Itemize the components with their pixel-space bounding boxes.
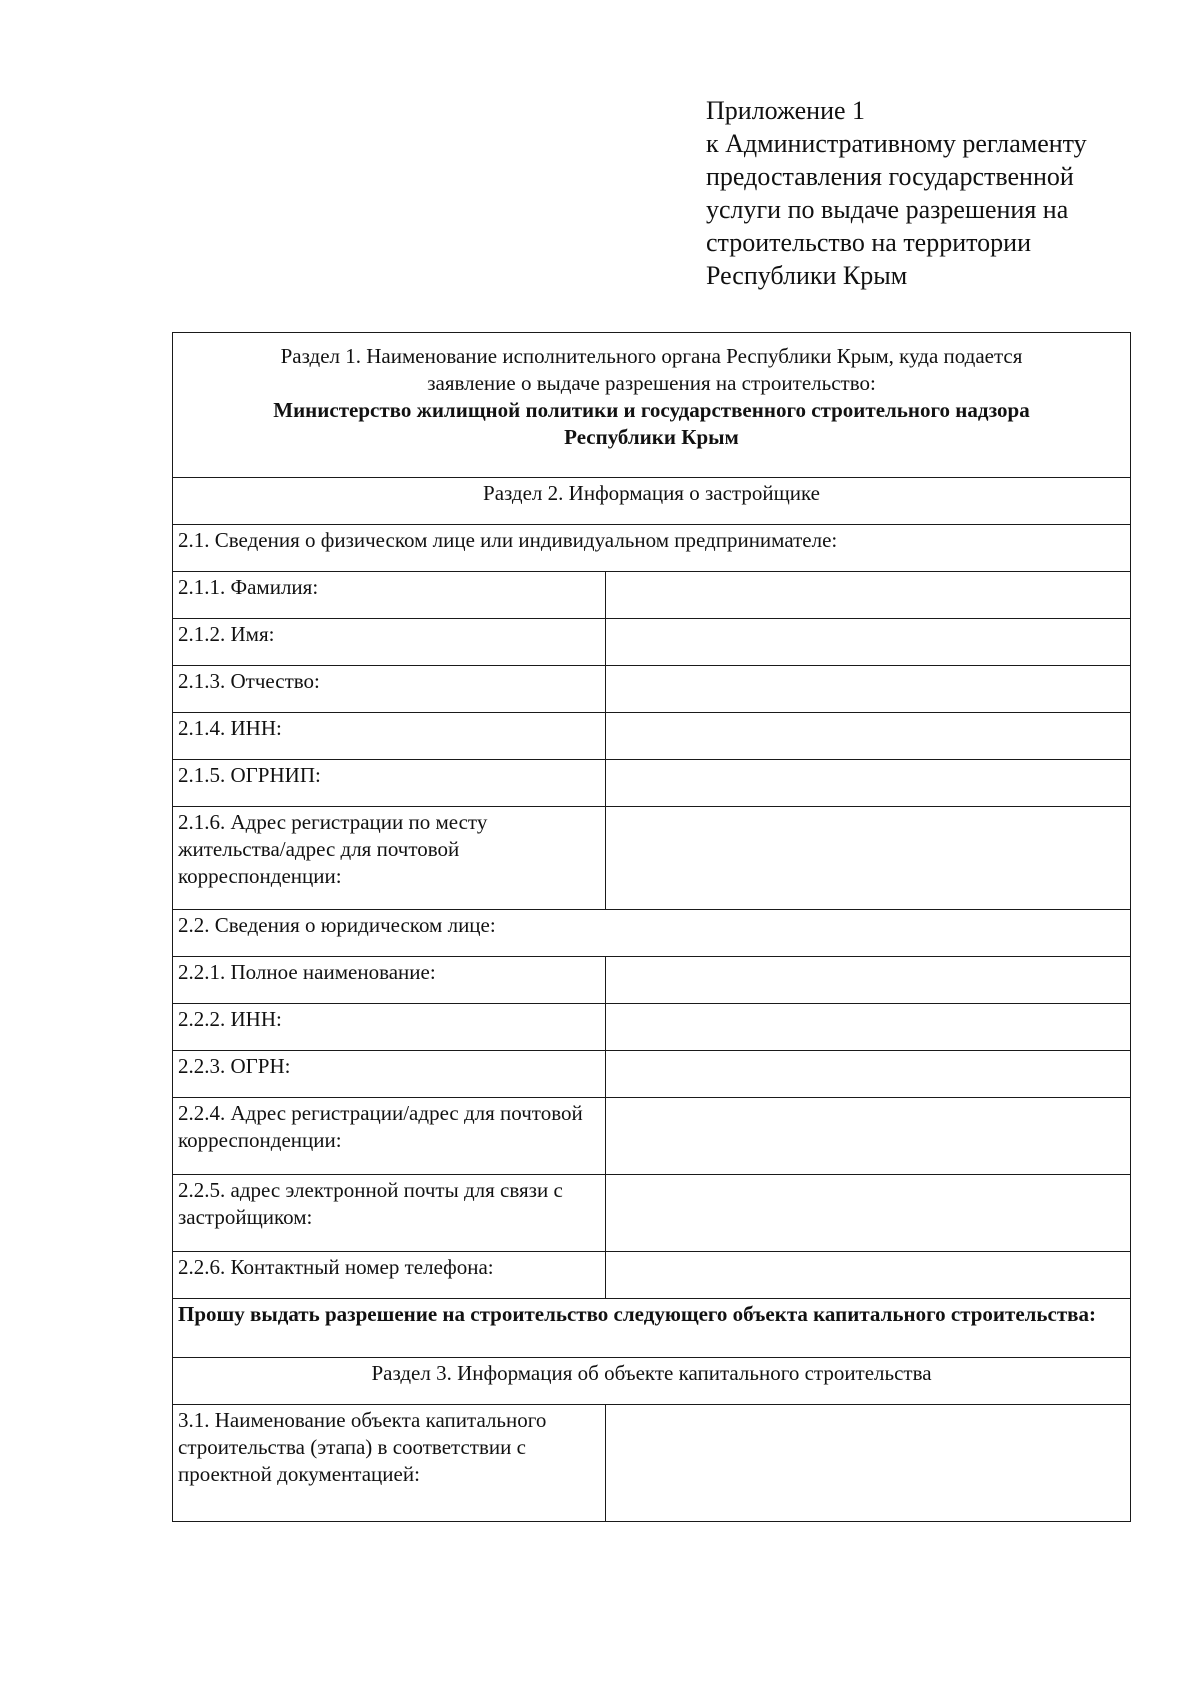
section1-row [173,333,1131,478]
section1-line1: Раздел 1. Наименование исполнительного органа Республики Крым, куда подается [280,344,1023,368]
header-line: услуги по выдаче разрешения на [706,195,1069,224]
field-label: 2.1.3. Отчество: [173,666,606,713]
field-row-surname [173,572,1131,619]
header-line: Республики Крым [706,261,908,290]
field-value[interactable] [611,762,1125,804]
field-row-email [173,1175,1131,1252]
field-value[interactable] [611,574,1125,616]
header-line: к Административному регламенту [706,129,1087,158]
surname-value-cell[interactable] [606,572,1131,619]
phone-value-cell[interactable] [606,1252,1131,1299]
header-line: предоставления государственной [706,162,1074,191]
address-individual-value-cell[interactable] [606,807,1131,910]
legal-title: 2.2. Сведения о юридическом лице: [173,910,1131,957]
field-row-full-name [173,957,1131,1004]
inn-individual-value-cell[interactable] [606,713,1131,760]
header-line: строительство на территории [706,228,1031,257]
field-row-patronymic [173,666,1131,713]
ogrnip-value-cell[interactable] [606,760,1131,807]
field-value[interactable] [611,668,1125,710]
field-value[interactable] [611,959,1125,1001]
field-row-phone [173,1252,1131,1299]
section1-line2: заявление о выдаче разрешения на строительство: [427,371,876,395]
section1-org-line2: Республики Крым [564,425,739,449]
legal-title-row [173,910,1131,957]
field-value[interactable] [611,1053,1125,1095]
name-value-cell[interactable] [606,619,1131,666]
field-label: 2.1.6. Адрес регистрации по месту жительства/адрес для почтовой корреспонденции: [173,807,606,910]
field-value[interactable] [611,621,1125,663]
full-name-value-cell[interactable] [606,957,1131,1004]
header-line: Приложение 1 [706,96,866,125]
field-row-inn-legal [173,1004,1131,1051]
section2-title-row [173,478,1131,525]
section3-title-row [173,1358,1131,1405]
ogrn-value-cell[interactable] [606,1051,1131,1098]
field-label: 3.1. Наименование объекта капитального строительства (этапа) в соответствии с проектной документацией: [173,1405,606,1522]
field-label: 2.2.4. Адрес регистрации/адрес для почтовой корреспонденции: [173,1098,606,1175]
section1-org-line1: Министерство жилищной политики и государственного строительного надзора [273,398,1030,422]
field-label: 2.1.1. Фамилия: [173,572,606,619]
individual-title: 2.1. Сведения о физическом лице или индивидуальном предпринимателе: [173,525,1131,572]
field-label: 2.2.2. ИНН: [173,1004,606,1051]
section3-title: Раздел 3. Информация об объекте капитального строительства [173,1358,1131,1405]
patronymic-value-cell[interactable] [606,666,1131,713]
request-text: Прошу выдать разрешение на строительство следующего объекта капитального строительства: [173,1299,1131,1358]
field-value[interactable] [611,809,1125,907]
field-value[interactable] [611,1100,1125,1172]
inn-legal-value-cell[interactable] [606,1004,1131,1051]
field-row-address-individual [173,807,1131,910]
field-label: 2.1.2. Имя: [173,619,606,666]
field-value[interactable] [611,1254,1125,1296]
field-row-address-legal [173,1098,1131,1175]
field-value[interactable] [611,1006,1125,1048]
field-value[interactable] [611,1177,1125,1249]
appendix-header [706,94,1146,292]
field-label: 2.2.3. ОГРН: [173,1051,606,1098]
field-label: 2.1.5. ОГРНИП: [173,760,606,807]
field-row-name [173,619,1131,666]
request-row [173,1299,1131,1358]
address-legal-value-cell[interactable] [606,1098,1131,1175]
individual-title-row [173,525,1131,572]
field-row-ogrn [173,1051,1131,1098]
field-label: 2.2.1. Полное наименование: [173,957,606,1004]
field-row-object-name [173,1405,1131,1522]
application-form-table [172,332,1131,1522]
object-name-value-cell[interactable] [606,1405,1131,1522]
field-row-ogrnip [173,760,1131,807]
field-value[interactable] [611,1407,1125,1519]
field-row-inn-individual [173,713,1131,760]
email-value-cell[interactable] [606,1175,1131,1252]
section1-cell [173,333,1131,478]
section2-title: Раздел 2. Информация о застройщике [173,478,1131,525]
field-label: 2.2.5. адрес электронной почты для связи с застройщиком: [173,1175,606,1252]
field-value[interactable] [611,715,1125,757]
field-label: 2.1.4. ИНН: [173,713,606,760]
field-label: 2.2.6. Контактный номер телефона: [173,1252,606,1299]
